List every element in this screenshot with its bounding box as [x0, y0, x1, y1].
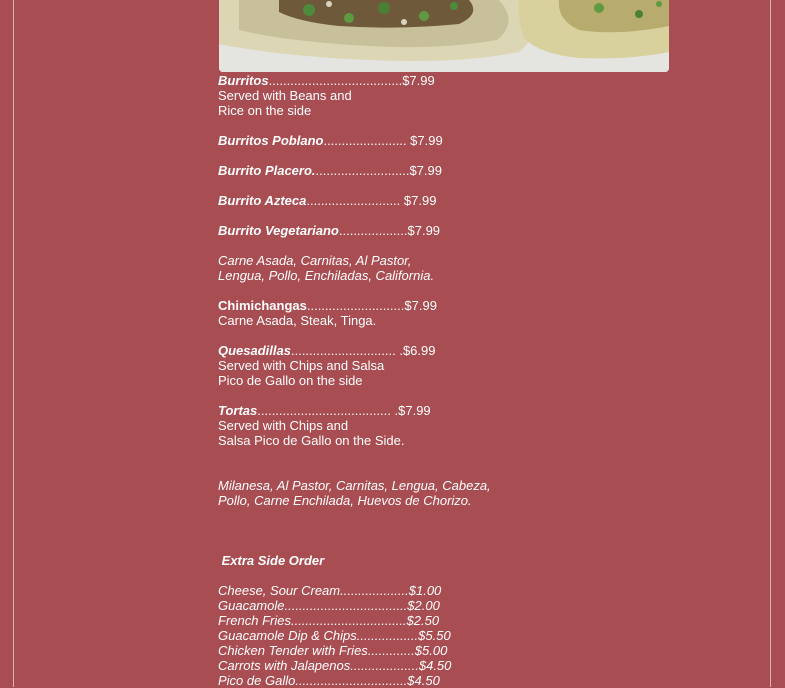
- price: $7.99: [410, 133, 443, 148]
- price: $7.99: [402, 73, 435, 88]
- price: $7.99: [403, 193, 437, 208]
- menu-item-burrito-placero: Burrito Placero...........................$7.99: [218, 163, 442, 178]
- price: $2.00: [407, 598, 440, 613]
- price: $4.50: [407, 673, 440, 688]
- menu-item-burritos: Burritos.....................................$7.99: [218, 73, 435, 88]
- price: $6.99: [402, 343, 436, 358]
- side-item: Pico de Gallo...............................$4.50: [218, 673, 440, 688]
- menu-list: [218, 73, 638, 688]
- price: $7.99: [407, 223, 441, 238]
- menu-item-burritos-poblano: Burritos Poblano....................... $7.99: [218, 133, 443, 148]
- side-item: Guacamole Dip & Chips.................$5.50: [218, 628, 451, 643]
- item-description: Carne Asada, Steak, Tinga.: [218, 313, 377, 328]
- extra-side-order-heading: Extra Side Order: [218, 553, 325, 568]
- menu-item-tortas: Tortas..................................... .$7.99: [218, 403, 431, 418]
- item-description: Pico de Gallo on the side: [218, 373, 363, 388]
- item-description: Rice on the side: [218, 103, 312, 118]
- side-item: Carrots with Jalapenos...................$4.50: [218, 658, 452, 673]
- menu-item-burrito-azteca: Burrito Azteca.......................... $7.99: [218, 193, 437, 208]
- menu-item-quesadillas: Quesadillas............................. .$6.99: [218, 343, 436, 358]
- price: $7.99: [409, 163, 442, 178]
- item-description: Served with Chips and Salsa: [218, 358, 385, 373]
- item-description: Salsa Pico de Gallo on the Side.: [218, 433, 405, 448]
- item-description: Served with Beans and: [218, 88, 352, 103]
- burrito-fillings: Carne Asada, Carnitas, Al Pastor,: [218, 253, 412, 268]
- food-photo: [219, 0, 669, 72]
- menu-item-chimichangas: Chimichangas...........................$7.99: [218, 298, 437, 313]
- side-item: Cheese, Sour Cream...................$1.00: [218, 583, 442, 598]
- price: $7.99: [404, 298, 437, 313]
- price: $5.50: [418, 628, 451, 643]
- side-item: Guacamole..................................$2.00: [218, 598, 440, 613]
- side-item: Chicken Tender with Fries.............$5.00: [218, 643, 448, 658]
- price: $5.00: [414, 643, 448, 658]
- tacos-image: [219, 0, 669, 72]
- burrito-fillings: Lengua, Pollo, Enchiladas, California.: [218, 268, 435, 283]
- torta-fillings: Pollo, Carne Enchilada, Huevos de Chorizo.: [218, 493, 472, 508]
- menu-item-burrito-vegetariano: Burrito Vegetariano...................$7.99: [218, 223, 441, 238]
- price: $7.99: [398, 403, 431, 418]
- side-item: French Fries................................$2.50: [218, 613, 440, 628]
- torta-fillings: Milanesa, Al Pastor, Carnitas, Lengua, Cabeza,: [218, 478, 491, 493]
- price: $4.50: [418, 658, 452, 673]
- price: $2.50: [406, 613, 440, 628]
- item-description: Served with Chips and: [218, 418, 349, 433]
- price: $1.00: [408, 583, 442, 598]
